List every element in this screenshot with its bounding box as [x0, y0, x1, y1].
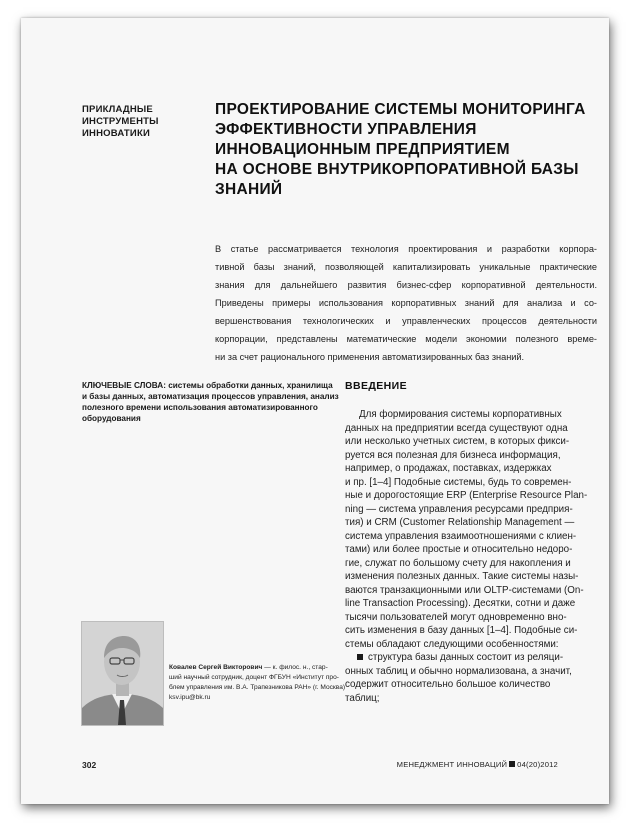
body-line: данных на предприятии всегда существуют одна	[345, 422, 568, 434]
page-number: 302	[82, 760, 97, 770]
title-line: ЭФФЕКТИВНОСТИ УПРАВЛЕНИЯ	[215, 121, 477, 138]
bullet-line: содержит относительно большое количество	[345, 679, 551, 690]
body-line: ваются транзакционными или OLTP-системами (On-	[345, 584, 584, 596]
body-line: тами) или более простые и относительно недоро-	[345, 544, 573, 555]
body-line: тия) и CRM (Customer Relationship Management —	[345, 517, 575, 528]
journal-footer	[397, 760, 558, 769]
body-line: руется вся полезная для бизнеса информация,	[345, 449, 561, 461]
bullet-line: онных таблиц и обычно нормализована, а значит,	[345, 665, 572, 677]
author-photo	[81, 621, 164, 726]
body-line: line Transaction Processing). Десятки, сотни и даже	[345, 598, 576, 609]
author-line: ший научный сотрудник, доцент ФГБУН «Институт про-	[169, 674, 339, 681]
keywords-line: оборудования	[82, 414, 141, 423]
section-label	[82, 104, 202, 140]
body-line: система управления взаимоотношениями с клиен-	[345, 530, 577, 542]
bullet-square-icon	[357, 654, 363, 660]
body-line: гие, служат по большому счету для накопления и	[345, 557, 571, 569]
body-line: стемы обладают следующими особенностями:	[345, 638, 559, 650]
author-email: ksv.ipu@bk.ru	[169, 694, 211, 701]
author-info	[169, 663, 344, 703]
title-line: НА ОСНОВЕ ВНУТРИКОРПОРАТИВНОЙ БАЗЫ	[215, 161, 579, 178]
body-line: ning — система управления ресурсами предприя-	[345, 503, 573, 515]
title-line: ПРОЕКТИРОВАНИЕ СИСТЕМЫ МОНИТОРИНГА	[215, 101, 586, 118]
intro-body	[345, 408, 595, 705]
abstract-line: тивной базы знаний, позволяющей капитализировать уникальные практические	[215, 262, 597, 272]
abstract	[215, 240, 597, 366]
author-line: блем управления им. В.А. Трапезникова РАН» (г. Москва)	[169, 684, 346, 691]
abstract-line: вершенствования технологических и управленческих процессов деятельности	[215, 316, 597, 326]
body-line: изменения полезных данных. Такие системы назы-	[345, 571, 579, 582]
body-line: или несколько учетных систем, в которых фикси-	[345, 436, 570, 447]
section-label-line: ИННОВАТИКИ	[82, 128, 150, 139]
keywords-line: полезного времени использования автоматизированного	[82, 403, 318, 412]
bullet-line: структура базы данных состоит из реляци-	[368, 652, 564, 663]
body-line: например, о продажах, поставках, издержках	[345, 463, 552, 474]
abstract-line: знания для дальнейшего развития бизнес-сфер корпоративной деятельности.	[215, 280, 597, 290]
journal-name: МЕНЕДЖМЕНТ ИННОВАЦИЙ	[396, 760, 508, 769]
journal-issue: 04(20)2012	[517, 760, 558, 769]
title-line: ИННОВАЦИОННЫМ ПРЕДПРИЯТИЕМ	[215, 141, 510, 158]
keywords-line: КЛЮЧЕВЫЕ СЛОВА: системы обработки данных, хранилища	[82, 381, 333, 390]
body-line: тысячи пользователей могут одновременно вно-	[345, 611, 567, 623]
intro-heading: ВВЕДЕНИЕ	[345, 380, 407, 392]
keywords-line: и базы данных, автоматизация процессов управления, анализ	[82, 392, 339, 401]
bullet-item	[345, 651, 595, 665]
bullet-line: таблиц;	[345, 692, 380, 704]
body-line: ные и дорогостоящие ERP (Enterprise Resource Plan-	[345, 490, 588, 501]
abstract-line: В статье рассматривается технология проектирования и разработки корпора-	[215, 244, 597, 254]
body-line: сить изменения в базу данных [1–4]. Подобные си-	[345, 625, 578, 636]
article-title	[215, 100, 595, 200]
section-label-line: ПРИКЛАДНЫЕ	[82, 104, 153, 115]
body-line: и пр. [1–4] Подобные системы, будь то современ-	[345, 476, 572, 488]
author-portrait-image	[82, 622, 163, 725]
author-line: — к. филос. н., стар-	[264, 664, 328, 671]
keywords	[82, 380, 339, 424]
abstract-line: Приведены примеры использования корпоративных знаний для анализа и со-	[215, 298, 597, 308]
abstract-line: ни за счет рационального применения автоматизированных баз знаний.	[215, 352, 525, 362]
section-label-line: ИНСТРУМЕНТЫ	[82, 116, 159, 127]
title-line: ЗНАНИЙ	[215, 181, 283, 198]
body-line: Для формирования системы корпоративных	[359, 409, 562, 420]
abstract-line: корпорации, представлены математические модели экономии полезного време-	[215, 334, 597, 344]
journal-page	[21, 18, 609, 804]
square-separator-icon	[509, 761, 515, 767]
author-name: Ковалев Сергей Викторович	[169, 664, 263, 671]
